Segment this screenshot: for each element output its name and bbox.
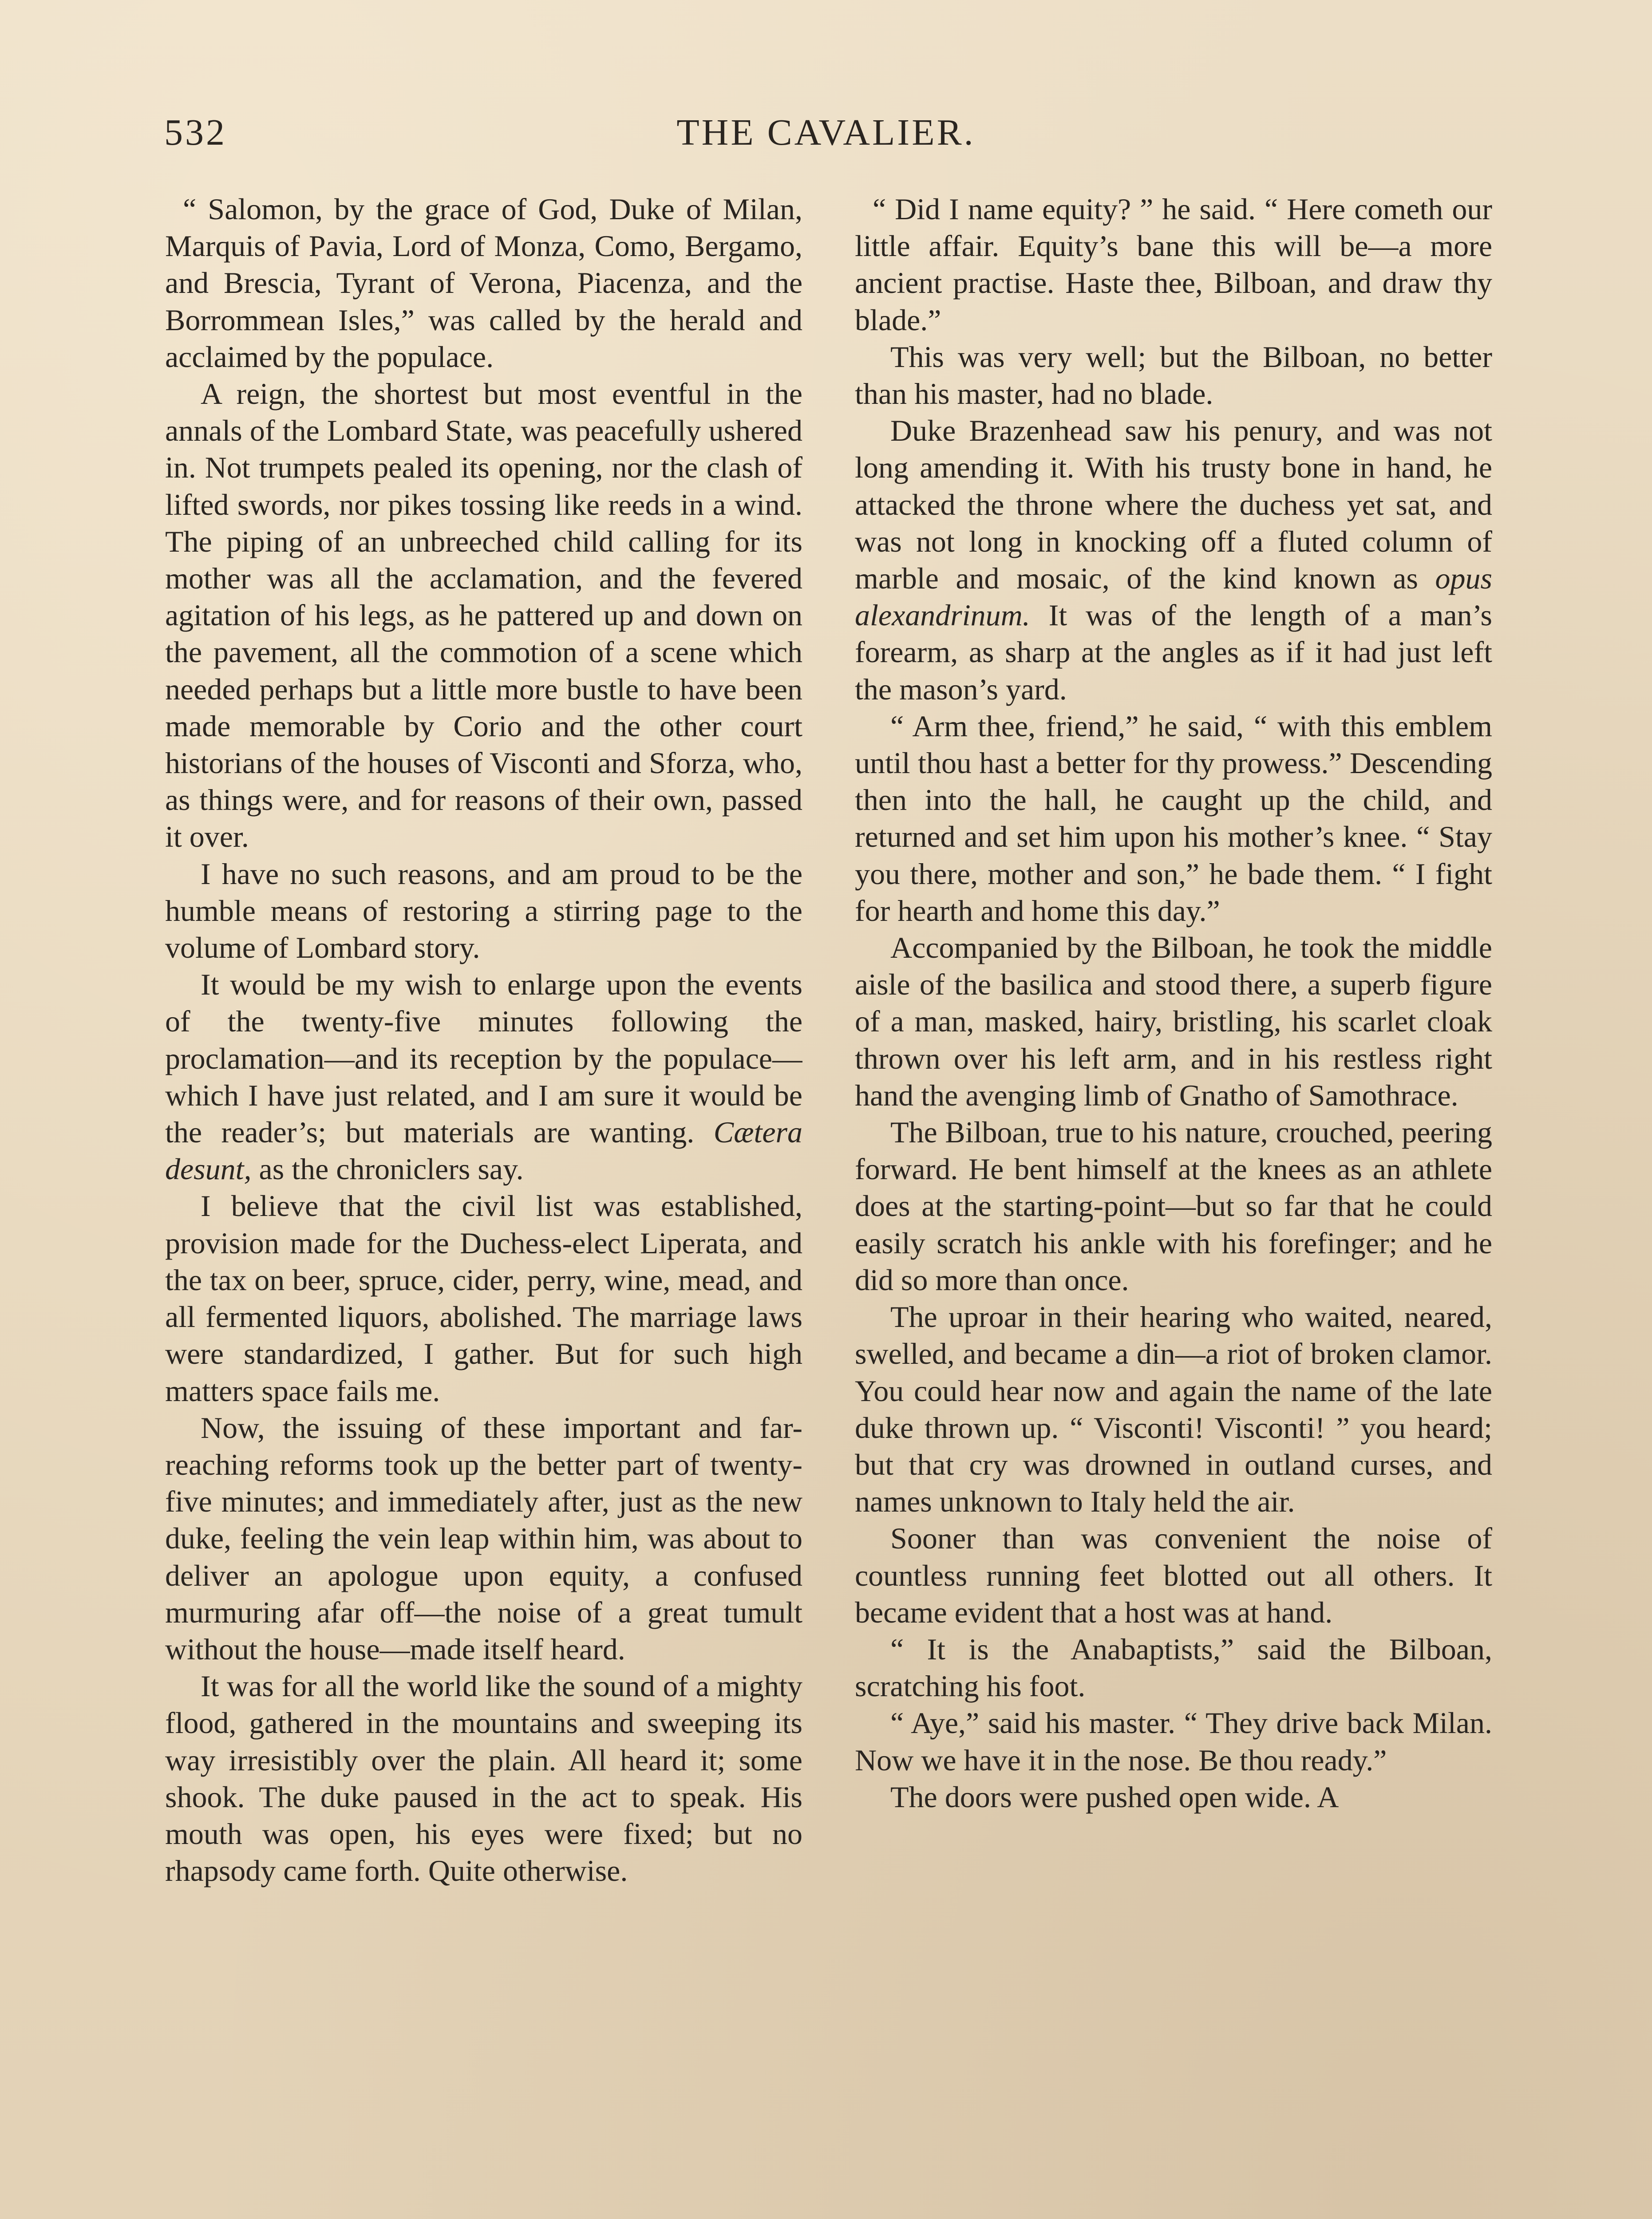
page-number: 532 <box>164 112 227 153</box>
paragraph: It was for all the world like the sound of a mighty flood, gathered in the mountains and sweeping its way irresistibly over the plain. All heard it; some shook. The duke paused in the act to speak. His mouth was open, his eyes were fixed; but no rhapsody came forth. Quite otherwise. <box>165 1669 802 1888</box>
paragraph: Accompanied by the Bilboan, he took the middle aisle of the basilica and stood there, a superb figure of a man, masked, hairy, bristling, his scarlet cloak thrown over his left arm, and in his restless right hand the avenging limb of Gnatho of Samothrace. <box>855 931 1492 1112</box>
paragraph: The doors were pushed open wide. A <box>890 1780 1339 1814</box>
paragraph: The uproar in their hearing who waited, neared, swelled, and became a din—a riot of broken clamor. You could hear now and again the name of the late duke thrown up. “ Visconti! Visconti! ” you heard; but that cry was drowned in outland curses, and names unknown to Italy held the air. <box>855 1300 1492 1519</box>
paragraph: I have no such reasons, and am proud to be the humble means of restoring a stirring page to the volume of Lombard story. <box>165 857 802 965</box>
paragraph-text: It would be my wish to enlarge upon the events of the twenty-five minutes following the proclamation—and its reception by the populace—which I have just related, and I am sure it would be the reader’s; but materials are wanting. <box>165 967 802 1149</box>
latin-phrase: Cætera desunt, <box>165 1115 802 1186</box>
paragraph: “ It is the Anabaptists,” said the Bilboan, scratching his foot. <box>855 1632 1492 1703</box>
paragraph-text: It was of the length of a man’s forearm, as sharp at the angles as if it had just left the mason’s yard. <box>855 598 1492 706</box>
paragraph: “ Aye,” said his master. “ They drive back Milan. Now we have it in the nose. Be thou ready.” <box>855 1706 1492 1777</box>
paragraph: “ Salomon, by the grace of God, Duke of Milan, Marquis of Pavia, Lord of Monza, Como, Bergamo, and Brescia, Tyrant of Verona, Piacenza, and the Borrommean Isles,” was called by the herald and acclaimed by the populace. <box>165 192 802 374</box>
paragraph: “ Did I name equity? ” he said. “ Here cometh our little affair. Equity’s bane this will be—a more ancient practise. Haste thee, Bilboan, and draw thy blade.” <box>855 192 1492 337</box>
paragraph <box>165 966 802 1188</box>
page-header <box>164 111 1488 164</box>
paragraph: I believe that the civil list was established, provision made for the Duchess-elect Liperata, and the tax on beer, spruce, cider, perry, wine, mead, and all fermented liquors, abolished. The marriage laws were standardized, I gather. But for such high matters space fails me. <box>165 1189 802 1408</box>
paragraph: “ Arm thee, friend,” he said, “ with this emblem until thou hast a better for thy prowess.” Descending then into the hall, he caught up the child, and returned and set him upon his mother’s knee. “ Stay you there, mother and son,” he bade them. “ I fight for hearth and home this day.” <box>855 709 1492 928</box>
text-columns <box>165 191 1492 2219</box>
paragraph: A reign, the shortest but most eventful in the annals of the Lombard State, was peacefully ushered in. Not trumpets pealed its opening, nor the clash of lifted swords, nor pikes tossing like reeds in a wind. The piping of an unbreeched child calling for its mother was all the acclamation, and the fevered agitation of his legs, as he pattered up and down on the pavement, all the commotion of a scene which needed perhaps but a little more bustle to have been made memorable by Corio and the other court historians of the houses of Visconti and Sforza, who, as things were, and for reasons of their own, passed it over. <box>165 377 802 854</box>
right-column <box>855 191 1492 2219</box>
paragraph-text: Duke Brazenhead saw his penury, and was not long amending it. With his trusty bone in hand, he attacked the throne where the duchess yet sat, and was not long in knocking off a fluted column of marble and mosaic, of the kind known as <box>855 414 1492 596</box>
left-column <box>165 191 802 2219</box>
paragraph: Now, the issuing of these important and far-reaching reforms took up the better part of twenty-five minutes; and immediately after, just as the new duke, feeling the vein leap within him, was about to deliver an apologue upon equity, a confused murmuring afar off—the noise of a great tumult without the house—made itself heard. <box>165 1410 802 1666</box>
paragraph: Sooner than was convenient the noise of countless running feet blotted out all others. It became evident that a host was at hand. <box>855 1521 1492 1629</box>
running-title: THE CAVALIER. <box>676 112 976 153</box>
paragraph: The Bilboan, true to his nature, crouched, peering forward. He bent himself at the knees as an athlete does at the starting-point—but so far that he could easily scratch his ankle with his forefinger; and he did so more than once. <box>855 1115 1492 1297</box>
paragraph: This was very well; but the Bilboan, no better than his master, had no blade. <box>855 340 1492 411</box>
latin-phrase: opus alexandrinum. <box>855 561 1492 632</box>
paragraph <box>855 412 1492 708</box>
paragraph-text: as the chroniclers say. <box>251 1152 524 1186</box>
